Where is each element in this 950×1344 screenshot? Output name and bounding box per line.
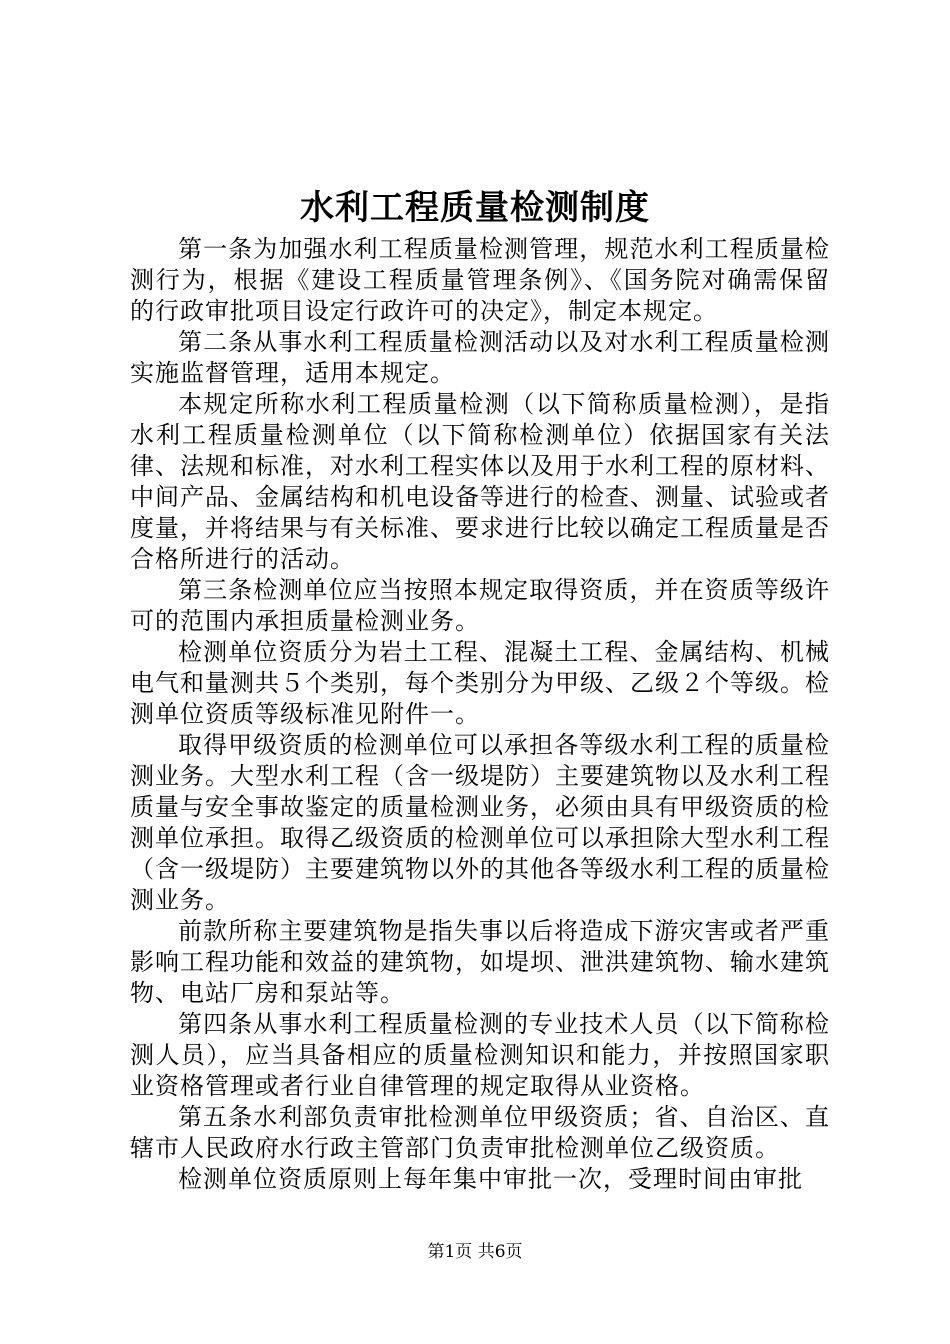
- paragraph-approval-schedule: 检测单位资质原则上每年集中审批一次，受理时间由审批: [178, 1165, 803, 1193]
- document-body: [130, 234, 830, 1195]
- paragraph-article-5: 第五条水利部负责审批检测单位甲级资质；省、自治区、直辖市人民政府水行政主管部门负责审批检测单位乙级资质。: [130, 1103, 830, 1162]
- paragraph-qualification-categories: 检测单位资质分为岩土工程、混凝土工程、金属结构、机械电气和量测共５个类别，每个类别分为甲级、乙级２个等级。检测单位资质等级标准见附件一。: [130, 638, 830, 728]
- paragraph-article-4: 第四条从事水利工程质量检测的专业技术人员（以下简称检测人员），应当具备相应的质量检测知识和能力，并按照国家职业资格管理或者行业自律管理的规定取得从业资格。: [130, 1010, 830, 1100]
- paragraph-article-2: 第二条从事水利工程质量检测活动以及对水利工程质量检测实施监督管理，适用本规定。: [130, 328, 830, 387]
- document-title: 水利工程质量检测制度: [300, 188, 650, 228]
- paragraph-article-1: 第一条为加强水利工程质量检测管理，规范水利工程质量检测行为，根据《建设工程质量管理条例》、《国务院对确需保留的行政审批项目设定行政许可的决定》，制定本规定。: [130, 235, 830, 325]
- page-footer: 第1页 共6页: [427, 1242, 523, 1262]
- paragraph-qualification-scope: 取得甲级资质的检测单位可以承担各等级水利工程的质量检测业务。大型水利工程（含一级堤防）主要建筑物以及水利工程质量与安全事故鉴定的质量检测业务，必须由具有甲级资质的检测单位承担。取得乙级资质的检测单位可以承担除大型水利工程（含一级堤防）主要建筑物以外的其他各等级水利工程的质量检测业务。: [130, 731, 830, 914]
- paragraph-definition: 本规定所称水利工程质量检测（以下简称质量检测），是指水利工程质量检测单位（以下简称检测单位）依据国家有关法律、法规和标准，对水利工程实体以及用于水利工程的原材料、中间产品、金属结构和机电设备等进行的检查、测量、试验或者度量，并将结果与有关标准、要求进行比较以确定工程质量是否合格所进行的活动。: [130, 390, 830, 573]
- paragraph-article-3: 第三条检测单位应当按照本规定取得资质，并在资质等级许可的范围内承担质量检测业务。: [130, 576, 830, 635]
- paragraph-main-structures: 前款所称主要建筑物是指失事以后将造成下游灾害或者严重影响工程功能和效益的建筑物，如堤坝、泄洪建筑物、输水建筑物、电站厂房和泵站等。: [130, 917, 830, 1007]
